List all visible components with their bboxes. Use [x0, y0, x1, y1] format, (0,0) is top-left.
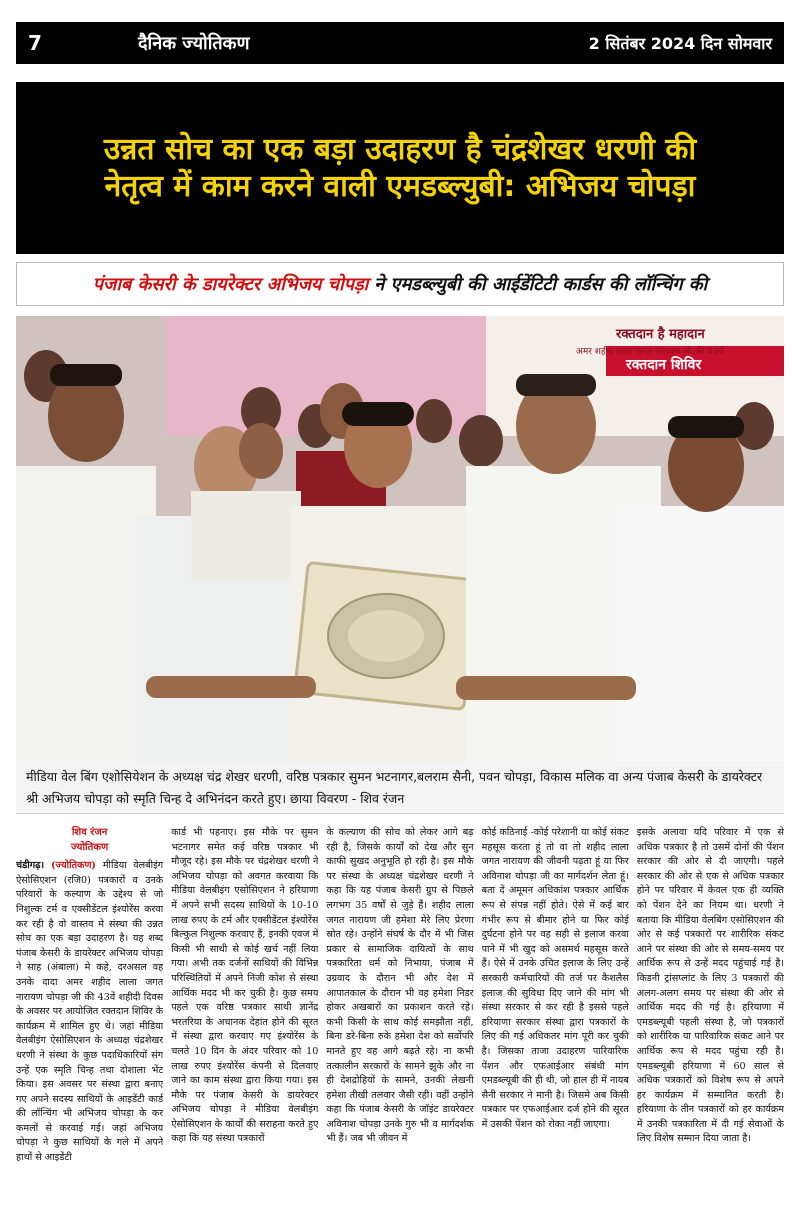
article-body [16, 826, 784, 1206]
article-column-2 [171, 826, 318, 1206]
subheadline-black-part: ने एमडब्ल्युबी की आईडेंटिटी कार्डस की लॉन्चिंग की [374, 274, 708, 295]
article-text-4: कोई कठिनाई -कोई परेशानी या कोई संकट महसूस करता हूं तो वा तो शहीद लाला जगत नारायण की जीवनी पढ़ता हूं या फिर अविनाश चोपड़ा जी का मार्गदर्शन लेता हूं। बता दें अमूमन अधिकांश पत्रकार आर्थिक रूप से संपन्न नहीं होते। ऐसे में कई बार गंभीर रूप से बीमार होने या फिर कोई दुर्घटना होने पर वह सही से इलाज करवा पाने में भी खुद को असमर्थ महसूस करते हैं। ऐसे में उनके उचित इलाज के लिए उन्हें सरकारी कर्मचारियों की तर्ज पर कैशलैस इलाज की सुविधा दिए जाने की मांग भी संस्था सरकार से कर रही है इससे पहले हरियाणा सरकार संस्था द्वारा पत्रकारों के लिए की गई अधिकतर मांग पूरी कर चुकी है। जिसका ताजा उदाहरण पारिवारिक पेंशन और एफआईआर संबंधी मांग एमडब्ल्यूबी की ही थी, जो हाल ही में नायब सैनी सरकार ने मानी है। जिसमे अब किसी पत्रकार पर एफआईआर दर्ज होने की सूरत में उसकी पेंशन को रोका नहीं जाएगा। [481, 827, 629, 1130]
dateline-city: चंडीगढ़। [16, 860, 45, 872]
issue-date: 2 सितंबर 2024 दिन सोमवार [588, 34, 772, 53]
memento-plaque [295, 562, 478, 709]
dateline [16, 860, 103, 871]
article-column-1 [16, 826, 163, 1206]
banner-line-2: अमर शहीद लाला जगत नारायण जी की 43वें [576, 347, 724, 357]
newspaper-name: दैनिक ज्योतिकण [138, 33, 250, 54]
byline [16, 826, 163, 855]
article-column-4 [482, 826, 629, 1206]
subheadline [16, 262, 784, 306]
article-text-1: मीडिया वेलबीइंग ऐसोसिएशन (रजि0) पत्रकारों व उनके परिवारों के कल्याण के उद्देश्य से जो निशुल्क टर्म व एक्सीडेंटल इंश्योरेंस करवा कर रही है वो वास्तव मे संस्था की उन्नत सोच का एक बड़ा उदाहरण है। यह शब्द पंजाब केसरी के डायरेक्टर अभिजय चोपड़ा ने साह (अंबाला) मे कहे, दरअसल वह उनके दादा अमर शहीद लाला जगत नारायण चोपड़ा जी की 43वें शहीदी दिवस के अवसर पर आयोजित रक्तदान शिविर के कार्यक्रम में शामिल हुए थे। जहां मीडिया वेलबीइंग ऐसोसिएशन के अध्यक्ष चंद्रशेखर धरणी ने संस्था के कुछ पदाधिकारियों संग उन्हें एक स्मृति चिन्ह तथा दोशाला भेंट किया। इस अवसर पर संस्था द्वारा बनाए गए अपने सदस्य साथियों के आइडेंटी कार्ड की लॉन्चिंग भी अभिजय चोपड़ा के कर कमलों से करवाई गई। जहां अभिजय चोपड़ा ने कुछ साथियों के गले में अपने हाथों से आइडेंटी [16, 860, 164, 1164]
subheadline-red-part: पंजाब केसरी के डायरेक्टर अभिजय चोपड़ा [92, 274, 369, 295]
masthead [16, 22, 784, 64]
photo-caption: मीडिया वेल बिंग एशोसियेशन के अध्यक्ष चंद्र शेखर धरणी, वरिष्ठ पत्रकार सुमन भटनागर,बलराम सैनी, पवन चोपड़ा, विकास मलिक वा अन्य पंजाब केसरी के डायरेक्टर श्री अभिजय चोपड़ा को स्मृति चिन्ह दे अभिनंदन करते हुए। छाया विवरण - शिव रंजन [16, 762, 784, 814]
article-column-5 [637, 826, 784, 1206]
article-text-5: इसके अलावा यदि परिवार में एक से अधिक पत्रकार है तो उसमें दोनों की पेंशन सरकार की ओर से दी जाएगी। पहले सरकार की ओर से एक से अधिक पत्रकार होने पर परिवार में केवल एक ही व्यक्ति को पेंशन देने का नियम था। धरणी ने बताया कि मीडिया वेलबिंग एसोसिएशन की ओर से कई पत्रकारों पर शारीरिक संकट आने पर संस्था की ओर से समय-समय पर आर्थिक रूप से उन्हें मदद पहुंचाई गई है। किडनी ट्रांसप्लांट के लिए 3 पत्रकारों की अलग-अलग समय पर संस्था की ओर से आर्थिक मदद की गई है। हरियाणा में एमडब्ल्यूबी पहली संस्था है, जो पत्रकारों को शारीरिक या पारिवारिक संकट आने पर आर्थिक रूप से मदद पहुंचा रही है। एमडब्ल्यूबी हरियाणा में 60 साल से अधिक पत्रकारों को विशेष रूप से अपने हर कार्यक्रम में सम्मानित करती है। हरियाणा के तीन पत्रकारों को हर कार्यक्रम में उनकी पत्रकारिता में दी गई सेवाओं के लिए विशेष सम्मान दिया जाता है। [636, 827, 784, 1145]
article-text-3: के कल्याण की सोच को लेकर आगे बढ़ रही है, जिसके कार्यों को देख और सुन काफी सुखद अनुभूति हो रही है। इस मौके पर संस्था के अध्यक्ष चंद्रशेखर धरणी ने कहा कि यह पंजाब केसरी ग्रुप से पिछले लगभग 35 वर्षों से जुड़े हैं। शहीद लाला जगत नारायण जी हमेशा मेरे लिए प्रेरणा स्रोत रहे। उन्होंने संघर्ष के दौर में भी जिस प्रकार से सामाजिक दायित्वों के साथ पत्रकारिता धर्म को निभाया, पंजाब में उग्रवाद के दौरान भी और देश में आपातकाल के दौरान भी वह हमेशा निडर होकर अखबारों का प्रकाशन करते रहे। कभी किसी के साथ कोई समझौता नहीं, बिना डरे-बिना रुके हमेशा देश को सर्वोपरि मानते हुए वह आगे बढ़ते रहे। ना कभी तत्कालीन सरकारों के सामने झुके और ना ही देशद्रोहियों के सामने, उनकी लेखनी हमेशा तीखी तलवार जैसी रही। वहीं उन्होंने कहा कि पंजाब केसरी के जॉइंट डायरेक्टर अविनाश चोपड़ा उनके गुरु भी व मार्गदर्शक भी हैं। जब भी जीवन में [326, 827, 474, 1145]
byline-name: शिव रंजन [71, 827, 108, 838]
article-text-2: कार्ड भी पहनाए। इस मौके पर सुमन भटनागर समेत कई वरिष्ठ पत्रकार भी मौजूद रहे। इस मौके पर चंद्रशेखर धरणी ने अभिजय चोपड़ा को अवगत करवाया कि मीडिया वेलबीइंग एसोसिएशन ने हरियाणा में अपने सभी सदस्य साथियों के 10-10 लाख रुपए के टर्म और एक्सीडेंटल इंश्योरेंस बिल्कुल निशुल्क करवाए हैं, इनकी एवज में किसी भी साथी से कोई खर्च नहीं लिया गया। अभी तक दर्जनों साथियों की विभिन्न परिस्थितियों में अपने निजी कोश से संस्था आर्थिक मदद भी कर चुकी है। कुछ समय पहले एक वरिष्ठ पत्रकार साथी ज्ञानेंद्र भरतरिया के अचानक देहांत होने की सूरत में संस्था द्वारा करवाए गए इंश्योरेंस के चलते 10 दिन के अंदर परिवार को 10 लाख रुपए इंश्योरेंस कंपनी से दिलवाए जाने का काम संस्था द्वारा किया गया। इस मौके पर पंजाब केसरी के डायरेक्टर अभिजय चोपड़ा ने मीडिया वेलबीइंग ऐसोसिएशन के कार्यों की सराहना करते हुए कहा कि यह संस्था पत्रकारों [171, 827, 319, 1145]
article-column-3 [326, 826, 473, 1206]
photo-illustration [16, 316, 784, 762]
banner-line-3: रक्तदान शिविर [626, 357, 702, 373]
headline-line-1: उन्नत सोच का एक बड़ा उदाहरण है चंद्रशेखर धरणी की [103, 131, 697, 167]
byline-org: ज्योतिकण [70, 841, 109, 853]
page-number: 7 [28, 31, 42, 55]
banner-line-1: रक्तदान है महादान [616, 327, 705, 342]
news-photo [16, 316, 784, 762]
headline-line-2: नेतृत्व में काम करने वाली एमडब्ल्युबी: अभिजय चोपड़ा [104, 169, 696, 204]
main-headline [16, 82, 784, 254]
dateline-brand: (ज्योतिकण) [51, 860, 96, 872]
